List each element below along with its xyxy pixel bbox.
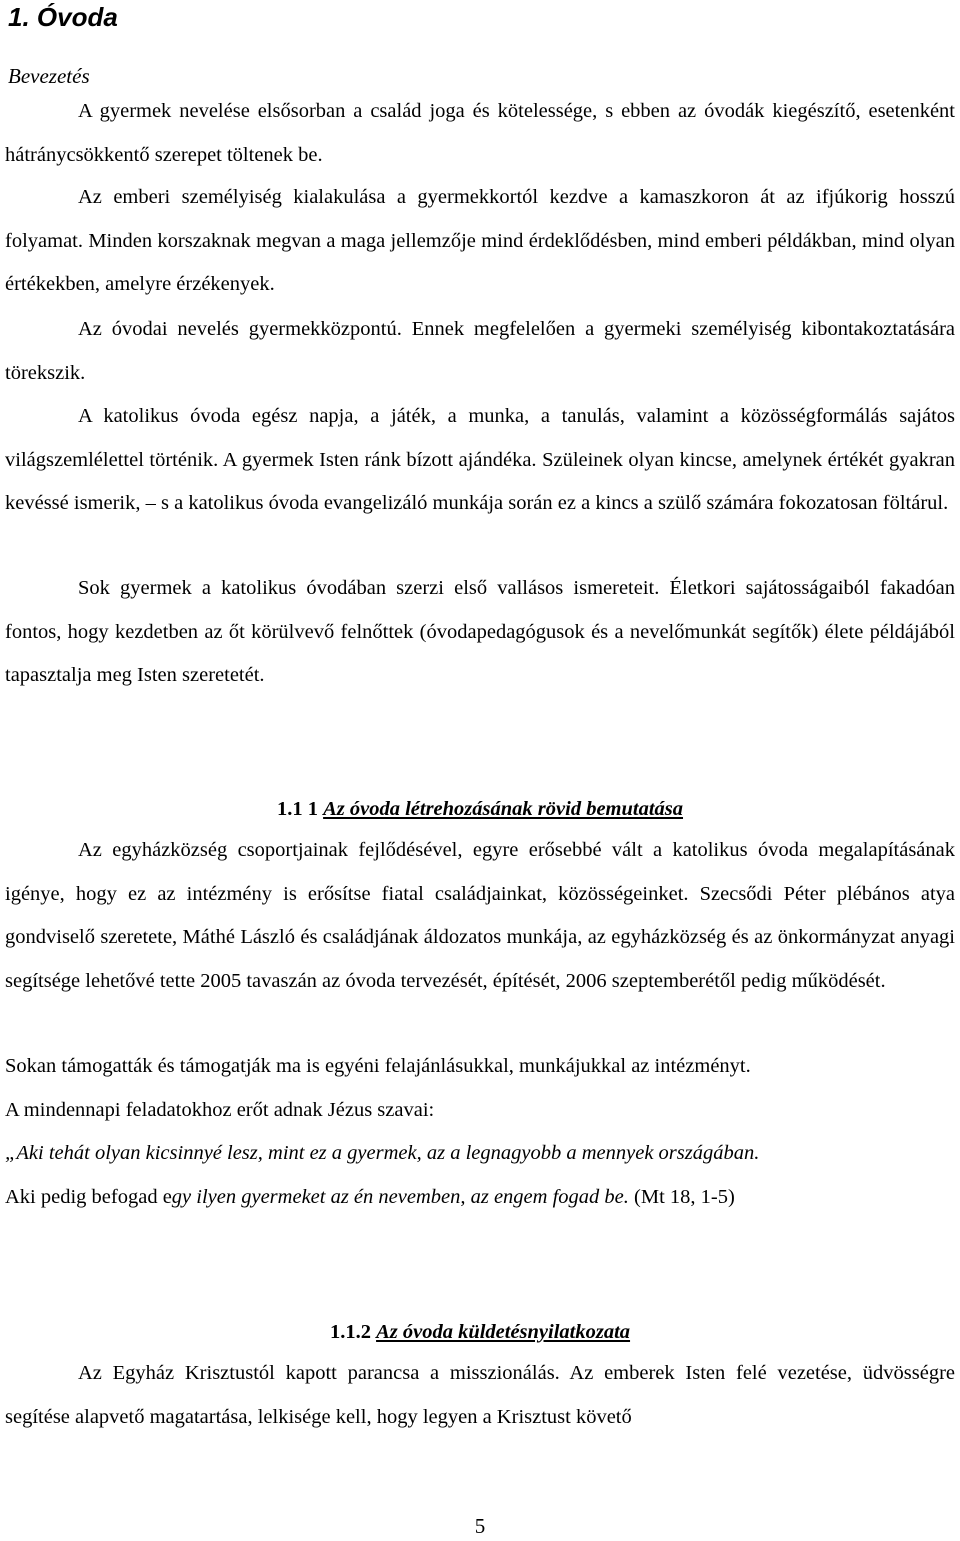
section1-paragraph-2: Sokan támogatták és támogatják ma is egyéni felajánlásukkal, munkájukkal az intézményt. bbox=[5, 1055, 751, 1077]
quote-italic: gy ilyen gyermeket az én nevemben, az engem fogad be. bbox=[171, 1185, 629, 1208]
section-title: Az óvoda küldetésnyilatkozata bbox=[376, 1321, 631, 1343]
quote-reference: (Mt 18, 1-5) bbox=[628, 1185, 735, 1208]
section1-paragraph-3: A mindennapi feladatokhoz erőt adnak Jézus szavai: bbox=[5, 1099, 435, 1121]
quote-plain: Aki pedig befogad e bbox=[5, 1185, 172, 1208]
bible-quote bbox=[5, 1132, 955, 1219]
intro-heading: Bevezetés bbox=[8, 64, 90, 88]
section-title: Az óvoda létrehozásának rövid bemutatása bbox=[323, 798, 684, 820]
intro-paragraph-4: A katolikus óvoda egész napja, a játék, a munka, a tanulás, valamint a közösségformálás sajátos világszemlélettel történik. A gyermek Isten ránk bízott ajándéka. Szüleinek olyan kincse, amelynek értékét gyakran kevéssé ismerik, – s a katolikus óvoda evangelizáló munkája során ez a kincs a szülő számára fokozatosan föltárul. bbox=[5, 405, 955, 515]
intro-paragraph-5: Sok gyermek a katolikus óvodában szerzi első vallásos ismereteit. Életkori sajátosságaiból fakadóan fontos, hogy kezdetben az őt körülvevő felnőttek (óvodapedagógusok és a nevelőmunkát segítők) élete példájából tapasztalja meg Isten szeretetét. bbox=[5, 577, 955, 687]
section-heading-2 bbox=[5, 1316, 955, 1348]
section1-paragraph-1: Az egyházközség csoportjainak fejlődésével, egyre erősebbé vált a katolikus óvoda megalapításának igénye, hogy ez az intézmény is erősítse fiatal családjainkat, közösségeinket. Szecsődi Péter plébános atya gondviselő szeretete, Máthé László és családjának áldozatos munkája, az egyházközség és az önkormányzat anyagi segítsége lehetővé tette 2005 tavaszán az óvoda tervezését, építését, 2006 szeptemberétől pedig működését. bbox=[5, 839, 955, 992]
intro-paragraph-3: Az óvodai nevelés gyermekközpontú. Ennek megfelelően a gyermeki személyiség kibontakoztatására törekszik. bbox=[5, 318, 955, 384]
page-number: 5 bbox=[474, 1514, 486, 1538]
section-number: 1.1 1 bbox=[276, 798, 318, 820]
intro-paragraph-2: Az emberi személyiség kialakulása a gyermekkortól kezdve a kamaszkoron át az ifjúkorig hosszú folyamat. Minden korszaknak megvan a maga jellemzője mind érdeklődésben, mind emberi példákban, mind olyan értékekben, amelyre érzékenyek. bbox=[5, 186, 955, 296]
section2-paragraph-1: Az Egyház Krisztustól kapott parancsa a misszionálás. Az emberek Isten felé vezetése, üdvösségre segítése alapvető magatartása, lelkisége kell, hogy legyen a Krisztust követő bbox=[5, 1362, 955, 1428]
quote-line-1: „Aki tehát olyan kicsinnyé lesz, mint ez a gyermek, az a legnagyobb a mennyek országában. bbox=[5, 1142, 760, 1164]
quote-line-2 bbox=[5, 1176, 955, 1220]
chapter-heading: 1. Óvoda bbox=[8, 2, 118, 32]
section-heading-1 bbox=[5, 793, 955, 825]
section-number: 1.1.2 bbox=[329, 1321, 371, 1343]
intro-paragraph-1: A gyermek nevelése elsősorban a család joga és kötelessége, s ebben az óvodák kiegészítő, esetenként hátránycsökkentő szerepet töltenek be. bbox=[5, 100, 955, 166]
